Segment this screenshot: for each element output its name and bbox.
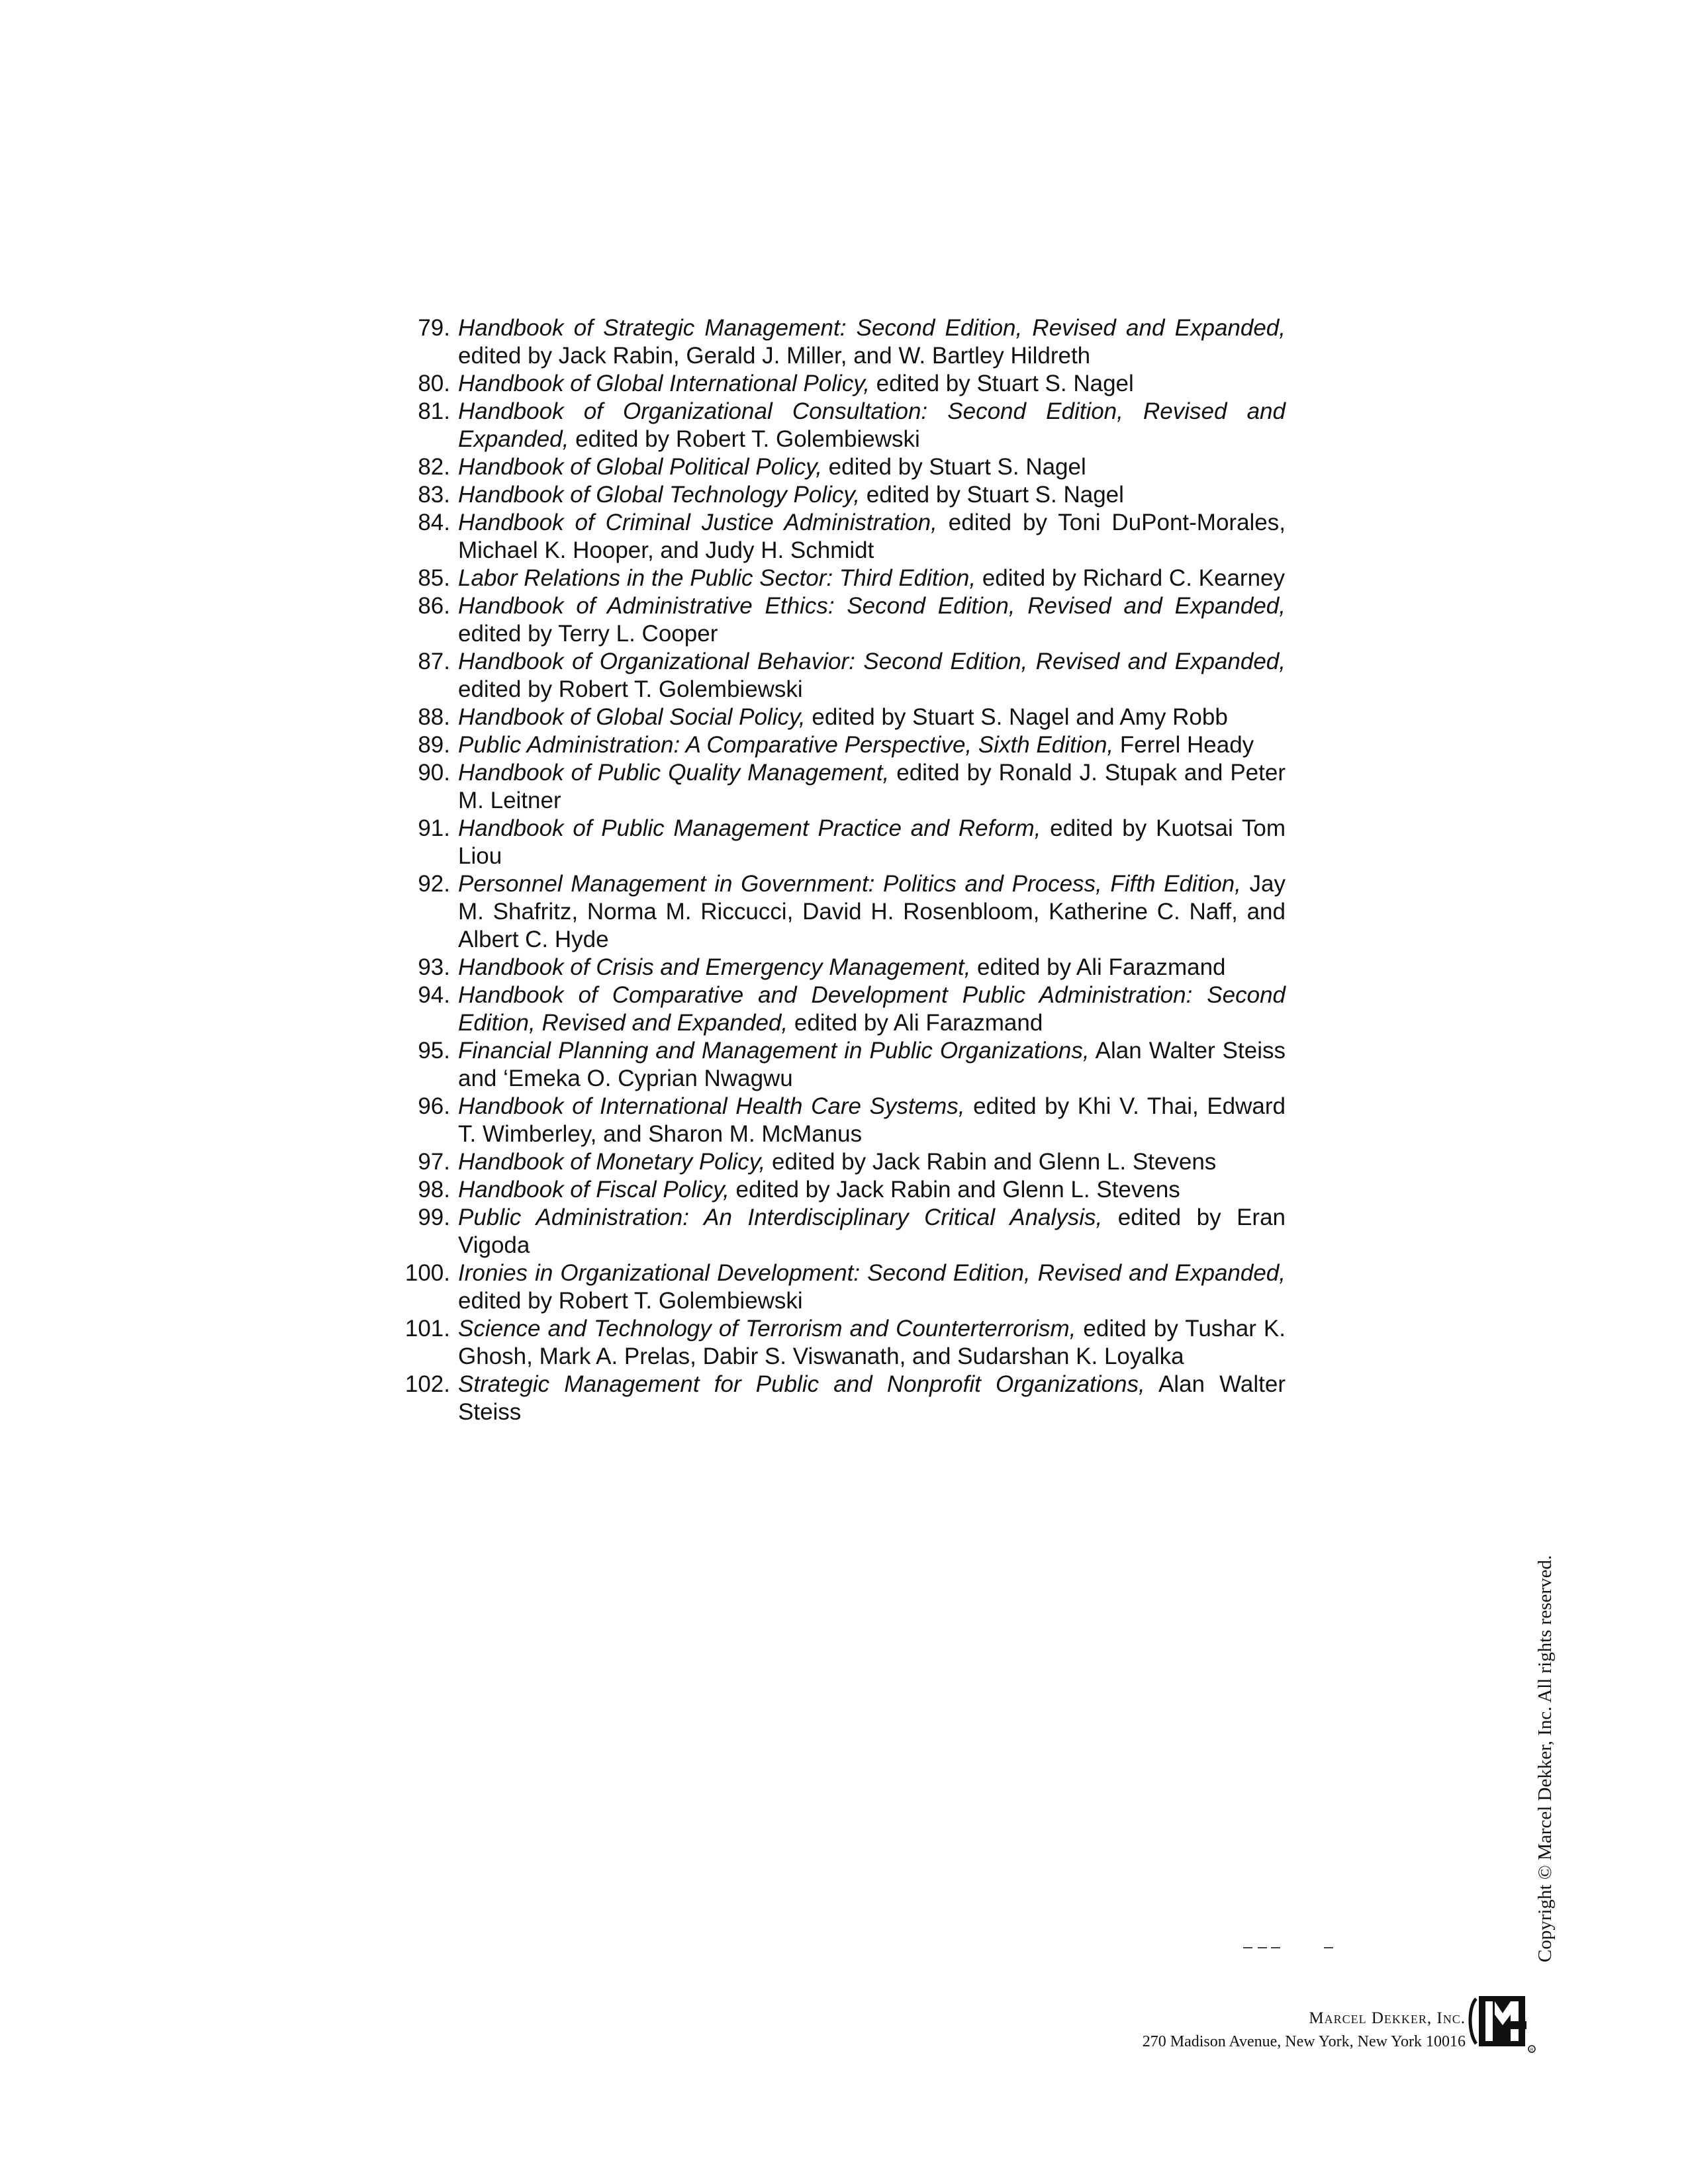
book-title: Personnel Management in Government: Politics and Process, Fifth Edition,: [458, 871, 1241, 897]
list-item: [379, 815, 1286, 870]
book-title: Public Administration: A Comparative Perspective, Sixth Edition,: [458, 732, 1114, 758]
book-title: Science and Technology of Terrorism and Counterterrorism,: [458, 1316, 1076, 1342]
item-number: 92.: [418, 871, 450, 897]
publisher-block: [1143, 2007, 1466, 2053]
item-number: 98.: [418, 1177, 450, 1203]
item-number: 82.: [418, 454, 450, 480]
list-item: [379, 370, 1286, 398]
book-credit: edited by Robert T. Golembiewski: [569, 426, 920, 452]
item-number: 85.: [418, 565, 450, 591]
book-title: Financial Planning and Management in Public Organizations,: [458, 1038, 1090, 1064]
book-title: Handbook of Organizational Consultation: Second Edition, Revised and Expanded,: [458, 398, 1286, 452]
item-number: 89.: [418, 732, 450, 758]
book-credit: edited by Ali Farazmand: [970, 954, 1226, 980]
item-number: 100.: [404, 1260, 450, 1286]
book-credit: Ferrel Heady: [1113, 732, 1254, 758]
list-item: [379, 1204, 1286, 1259]
book-credit: Alan Walter Steiss and ‘Emeka O. Cyprian Nwagwu: [458, 1038, 1286, 1091]
book-title: Handbook of Crisis and Emergency Management,: [458, 954, 971, 980]
book-credit: edited by Ronald J. Stupak and Peter M. Leitner: [458, 760, 1286, 813]
item-number: 87.: [418, 649, 450, 674]
list-item: [379, 981, 1286, 1037]
list-item: [379, 565, 1286, 592]
publisher-name: Marcel Dekker, Inc.: [1309, 2009, 1466, 2027]
book-credit: Jay M. Shafritz, Norma M. Riccucci, David H. Rosenbloom, Katherine C. Naff, and Albert C. Hyde: [458, 871, 1286, 952]
list-item: [379, 314, 1286, 370]
item-number: 84.: [418, 510, 450, 535]
book-title: Handbook of Comparative and Development Public Administration: Second Edition, Revised and Expanded,: [458, 982, 1286, 1036]
book-credit: edited by Stuart S. Nagel: [821, 454, 1086, 480]
book-credit: edited by Toni DuPont-Morales, Michael K. Hooper, and Judy H. Schmidt: [458, 510, 1286, 563]
book-title: Public Administration: An Interdisciplinary Critical Analysis,: [458, 1205, 1103, 1230]
list-item: [379, 1259, 1286, 1315]
book-title: Handbook of Public Management Practice and Reform,: [458, 815, 1041, 841]
item-number: 93.: [418, 954, 450, 980]
item-number: 101.: [404, 1316, 450, 1342]
list-item: [379, 1371, 1286, 1426]
list-item: [379, 1093, 1286, 1148]
item-number: 102.: [404, 1371, 450, 1397]
book-credit: Alan Walter Steiss: [458, 1371, 1286, 1425]
book-title: Handbook of Global Political Policy,: [458, 454, 822, 480]
book-credit: edited by Eran Vigoda: [458, 1205, 1286, 1258]
book-credit: edited by Tushar K. Ghosh, Mark A. Prelas, Dabir S. Viswanath, and Sudarshan K. Loyalka: [458, 1316, 1286, 1369]
list-item: [379, 704, 1286, 731]
book-title: Handbook of Global International Policy,: [458, 371, 870, 396]
list-item: [379, 453, 1286, 481]
book-title: Handbook of Criminal Justice Administration,: [458, 510, 937, 535]
item-number: 79.: [418, 315, 450, 341]
book-title: Ironies in Organizational Development: Second Edition, Revised and Expanded,: [458, 1260, 1286, 1286]
item-number: 90.: [418, 760, 450, 786]
dash-marks: [1243, 1947, 1336, 1950]
book-credit: edited by Ali Farazmand: [788, 1010, 1043, 1036]
book-title: Labor Relations in the Public Sector: Third Edition,: [458, 565, 976, 591]
book-credit: edited by Stuart S. Nagel and Amy Robb: [805, 704, 1228, 730]
publisher-address: 270 Madison Avenue, New York, New York 10016: [1142, 2033, 1466, 2050]
copyright-notice: Copyright © Marcel Dekker, Inc. All rights reserved.: [1534, 1555, 1556, 1962]
item-number: 83.: [418, 482, 450, 508]
list-item: [379, 509, 1286, 565]
list-item: [379, 1037, 1286, 1093]
book-credit: edited by Robert T. Golembiewski: [458, 676, 803, 702]
book-title: Handbook of Public Quality Management,: [458, 760, 890, 786]
book-credit: edited by Jack Rabin and Glenn L. Stevens: [729, 1177, 1180, 1203]
item-number: 96.: [418, 1093, 450, 1119]
book-title: Handbook of Global Social Policy,: [458, 704, 806, 730]
book-title: Handbook of Monetary Policy,: [458, 1149, 766, 1175]
list-item: [379, 648, 1286, 704]
book-credit: edited by Robert T. Golembiewski: [458, 1288, 803, 1314]
item-number: 97.: [418, 1149, 450, 1175]
list-item: [379, 1148, 1286, 1176]
book-title: Handbook of Fiscal Policy,: [458, 1177, 729, 1203]
item-number: 81.: [418, 398, 450, 424]
book-series-list: [379, 314, 1286, 1426]
list-item: [379, 592, 1286, 648]
list-item: [379, 398, 1286, 453]
item-number: 99.: [418, 1205, 450, 1230]
book-title: Handbook of International Health Care Systems,: [458, 1093, 965, 1119]
book-title: Strategic Management for Public and Nonprofit Organizations,: [458, 1371, 1145, 1397]
book-credit: edited by Stuart S. Nagel: [860, 482, 1124, 508]
book-credit: edited by Kuotsai Tom Liou: [458, 815, 1286, 869]
list-item: [379, 870, 1286, 954]
list-item: [379, 759, 1286, 815]
item-number: 94.: [418, 982, 450, 1008]
item-number: 91.: [418, 815, 450, 841]
item-number: 88.: [418, 704, 450, 730]
list-item: [379, 481, 1286, 509]
book-credit: edited by Khi V. Thai, Edward T. Wimberley, and Sharon M. McManus: [458, 1093, 1286, 1147]
item-number: 80.: [418, 371, 450, 396]
book-title: Handbook of Global Technology Policy,: [458, 482, 861, 508]
item-number: 86.: [418, 593, 450, 619]
svg-text:R: R: [1530, 2048, 1534, 2052]
book-credit: edited by Stuart S. Nagel: [869, 371, 1134, 396]
list-item: [379, 954, 1286, 981]
book-title: Handbook of Strategic Management: Second Edition, Revised and Expanded,: [458, 315, 1286, 341]
list-item: [379, 1315, 1286, 1371]
book-credit: edited by Terry L. Cooper: [458, 621, 718, 647]
book-credit: edited by Jack Rabin and Glenn L. Stevens: [765, 1149, 1217, 1175]
marcel-dekker-logo-icon: [1468, 1987, 1541, 2056]
book-credit: edited by Jack Rabin, Gerald J. Miller, and W. Bartley Hildreth: [458, 343, 1091, 369]
item-number: 95.: [418, 1038, 450, 1064]
list-item: [379, 1176, 1286, 1204]
book-credit: edited by Richard C. Kearney: [976, 565, 1286, 591]
list-item: [379, 731, 1286, 759]
book-title: Handbook of Organizational Behavior: Second Edition, Revised and Expanded,: [458, 649, 1286, 674]
book-title: Handbook of Administrative Ethics: Second Edition, Revised and Expanded,: [458, 593, 1286, 619]
